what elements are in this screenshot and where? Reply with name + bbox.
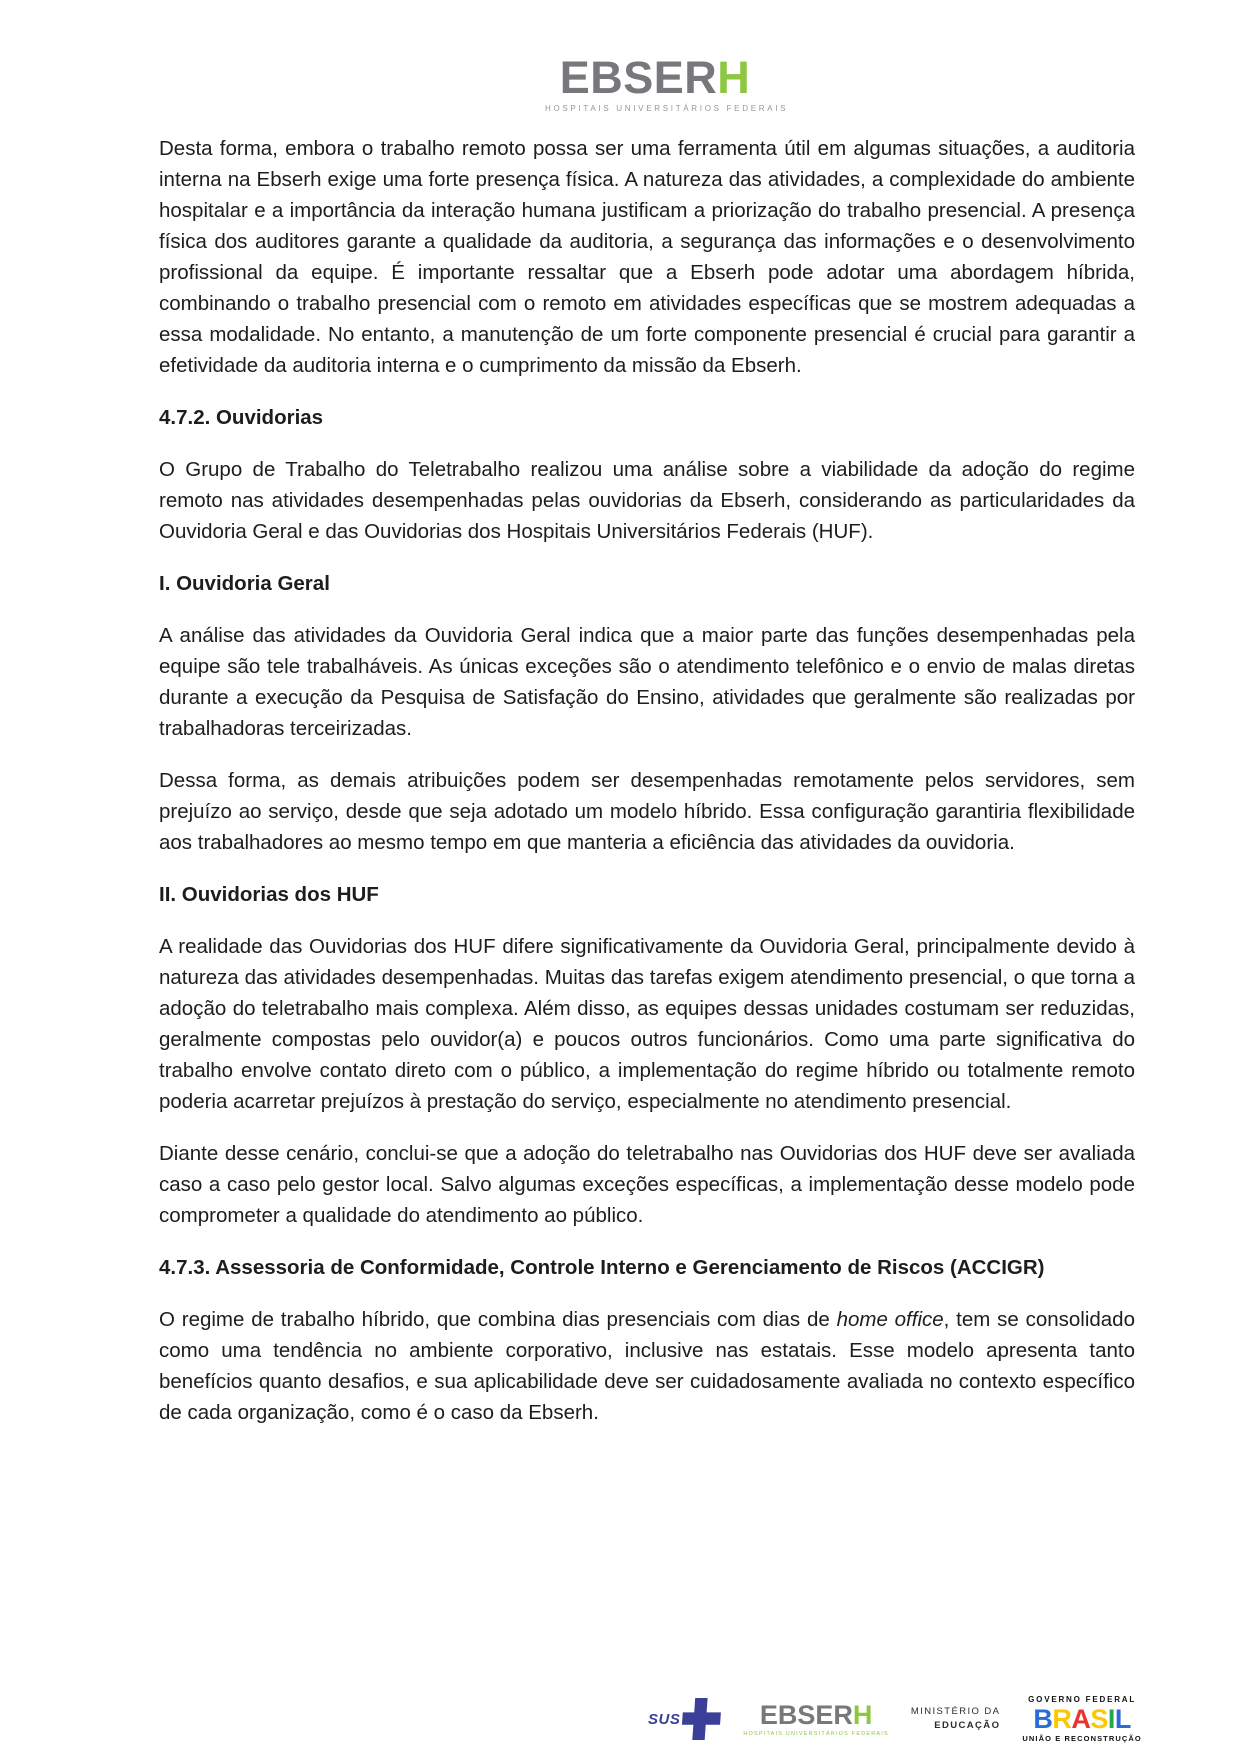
- sus-label: SUS: [648, 1710, 681, 1728]
- ebserh-wordmark: [545, 52, 765, 103]
- paragraph-ouvidorias-huf-conclusao: Diante desse cenário, conclui-se que a adoção do teletrabalho nas Ouvidorias dos HUF deve ser avaliada caso a caso pelo gestor local. Salvo algumas exceções específicas, a implementação desse modelo pode comprometer a qualidade do atendimento ao público.: [159, 1142, 1135, 1227]
- ebserh-logo: [545, 52, 789, 113]
- brasil-letter-s: S: [1090, 1704, 1108, 1734]
- footer-ebserh-logo: [743, 1699, 889, 1737]
- brasil-letter-i: I: [1107, 1704, 1115, 1734]
- brasil-letter-b: B: [1033, 1704, 1053, 1734]
- footer-logos: [648, 1683, 1142, 1755]
- governo-federal-logo: [1022, 1695, 1142, 1743]
- heading-ouvidoria-geral: I. Ouvidoria Geral: [159, 572, 330, 595]
- ministerio-da-label: MINISTÉRIO DA: [910, 1705, 1001, 1717]
- paragraph-grupo-trabalho: O Grupo de Trabalho do Teletrabalho realizou uma análise sobre a viabilidade da adoção do regime remoto nas atividades desempenhadas pelas ouvidorias da Ebserh, considerando as particularidades da Ouvidoria Geral e das Ouvidorias dos Hospitais Universitários Federais (HUF).: [159, 458, 1135, 543]
- brasil-letter-a: A: [1071, 1704, 1091, 1734]
- home-office-italic: home office: [836, 1308, 944, 1331]
- footer-ebserh-tagline: HOSPITAIS UNIVERSITÁRIOS FEDERAIS: [743, 1730, 889, 1737]
- brasil-wordmark: [1022, 1706, 1142, 1733]
- paragraph-ouvidoria-geral-conclusao: Dessa forma, as demais atribuições podem ser desempenhadas remotamente pelos servidores, sem prejuízo ao serviço, desde que seja adotado um modelo híbrido. Essa configuração garantiria flexibilidade aos trabalhadores ao mesmo tempo em que manteria a eficiência das atividades da ouvidoria.: [159, 769, 1135, 854]
- footer-ebserh-wordmark: [743, 1699, 889, 1730]
- ministerio-educacao-logo: [911, 1705, 1000, 1734]
- paragraph-regime-hibrido-pre: O regime de trabalho híbrido, que combina dias presenciais com dias de: [159, 1308, 837, 1331]
- ebserh-tagline: HOSPITAIS UNIVERSITÁRIOS FEDERAIS: [545, 104, 789, 113]
- ebserh-wordmark-green: H: [717, 52, 751, 103]
- footer-ebserh-wordmark-green: H: [852, 1699, 873, 1730]
- paragraph-regime-hibrido: [159, 1304, 1135, 1428]
- paragraph-ouvidoria-geral-analise: A análise das atividades da Ouvidoria Geral indica que a maior parte das funções desempenhadas pela equipe são tele trabalháveis. As únicas exceções são o atendimento telefônico e o envio de malas diretas durante a execução da Pesquisa de Satisfação do Ensino, atividades que geralmente são realizadas por trabalhadoras terceirizadas.: [159, 624, 1135, 740]
- governo-federal-label: GOVERNO FEDERAL: [1028, 1695, 1137, 1704]
- heading-ouvidorias-huf: II. Ouvidorias dos HUF: [159, 883, 379, 906]
- educacao-label: EDUCAÇÃO: [934, 1720, 1001, 1731]
- brasil-letter-l: L: [1114, 1704, 1131, 1734]
- heading-4-7-3-accigr: 4.7.3. Assessoria de Conformidade, Controle Interno e Gerenciamento de Riscos (ACCIGR): [159, 1256, 1045, 1279]
- sus-logo: [648, 1697, 721, 1741]
- paragraph-ouvidorias-huf-realidade: A realidade das Ouvidorias dos HUF difere significativamente da Ouvidoria Geral, principalmente devido à natureza das atividades desempenhadas. Muitas das tarefas exigem atendimento presencial, o que torna a adoção do teletrabalho mais complexa. Além disso, as equipes dessas unidades costumam ser reduzidas, geralmente compostas pelo ouvidor(a) e poucos outros funcionários. Como uma parte significativa do trabalho envolve contato direto com o público, a implementação do regime híbrido ou totalmente remoto poderia acarretar prejuízos à prestação do serviço, especialmente no atendimento presencial.: [159, 935, 1135, 1113]
- sus-cross-icon: [681, 1697, 721, 1741]
- document-body: [159, 133, 1135, 1449]
- ebserh-wordmark-gray: EBSER: [559, 52, 718, 103]
- uniao-reconstrucao-label: UNIÃO E RECONSTRUÇÃO: [1022, 1734, 1142, 1743]
- brasil-letter-r: R: [1052, 1704, 1072, 1734]
- heading-4-7-2-ouvidorias: 4.7.2. Ouvidorias: [159, 406, 324, 429]
- paragraph-regime-hibrido-post: , tem se consolidado como uma tendência no ambiente corporativo, inclusive nas estatais. Esse modelo apresenta tanto benefícios quanto desafios, e sua aplicabilidade deve ser cuidadosamente avaliada no contexto específico de cada organização, como é o caso da Ebserh.: [159, 1308, 1135, 1424]
- footer-ebserh-wordmark-gray: EBSER: [759, 1699, 853, 1730]
- paragraph-audit-conclusion: Desta forma, embora o trabalho remoto possa ser uma ferramenta útil em algumas situações, a auditoria interna na Ebserh exige uma forte presença física. A natureza das atividades, a complexidade do ambiente hospitalar e a importância da interação humana justificam a priorização do trabalho presencial. A presença física dos auditores garante a qualidade da auditoria, a segurança das informações e o desenvolvimento profissional da equipe. É importante ressaltar que a Ebserh pode adotar uma abordagem híbrida, combinando o trabalho presencial com o remoto em atividades específicas que se mostrem adequadas a essa modalidade. No entanto, a manutenção de um forte componente presencial é crucial para garantir a efetividade da auditoria interna e o cumprimento da missão da Ebserh.: [159, 137, 1135, 377]
